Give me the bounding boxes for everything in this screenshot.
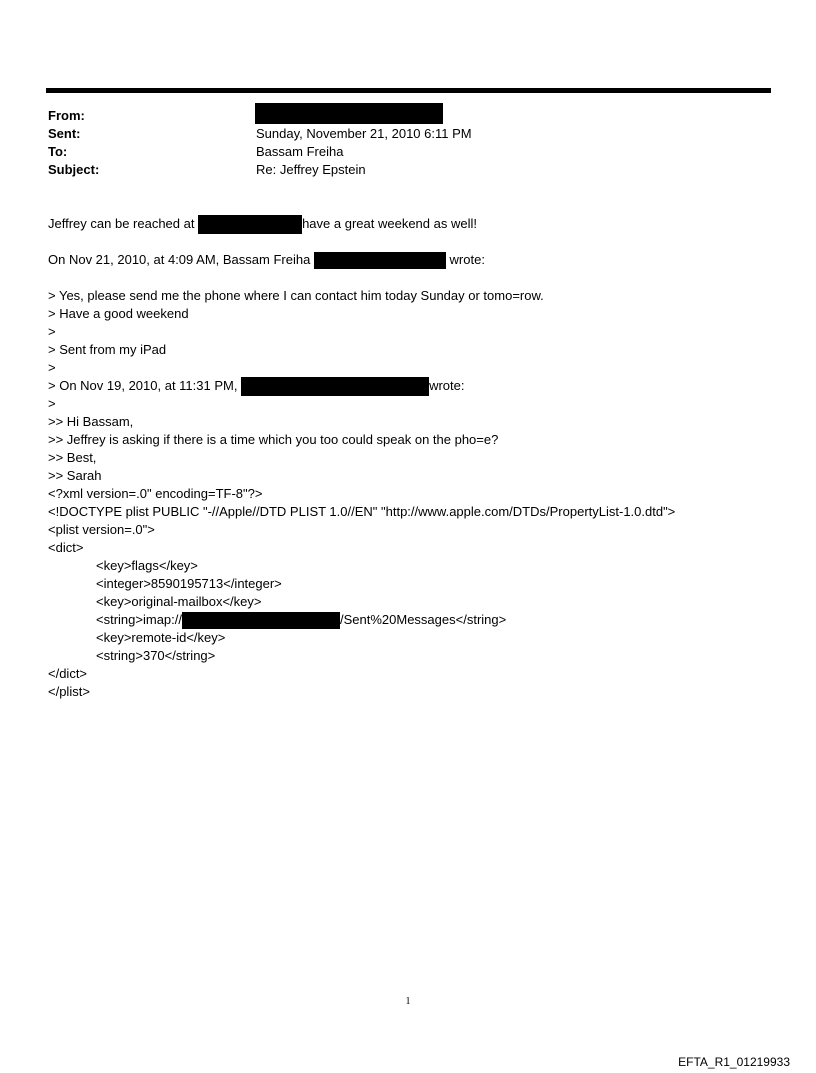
quoted-line: > — [48, 360, 56, 375]
subject-label: Subject: — [48, 162, 100, 177]
sent-value: Sunday, November 21, 2010 6:11 PM — [256, 126, 472, 141]
plist-line: <string>370</string> — [96, 648, 216, 663]
quoted-line: >> Hi Bassam, — [48, 414, 134, 429]
plist-line: <?xml version=.0" encoding=TF-8"?> — [48, 486, 263, 501]
page-number: 1 — [405, 996, 411, 1007]
plist-line: </plist> — [48, 684, 90, 699]
to-value: Bassam Freiha — [256, 144, 344, 159]
redaction-phone — [198, 215, 302, 234]
redaction-sender — [241, 377, 429, 396]
bates-number: EFTA_R1_01219933 — [678, 1055, 790, 1069]
quoted-line: > — [48, 324, 56, 339]
redaction-mailbox — [182, 612, 340, 629]
imap-text-end: /Sent%20Messages</string> — [340, 612, 507, 627]
redaction-from — [255, 103, 443, 124]
reply-line — [48, 215, 477, 234]
plist-imap-line — [96, 611, 506, 629]
plist-line: </dict> — [48, 666, 88, 681]
from-label: From: — [48, 108, 85, 123]
nested-attribution-start: > On Nov 19, 2010, at 11:31 PM, — [48, 378, 238, 393]
subject-value: Re: Jeffrey Epstein — [256, 162, 366, 177]
plist-line: <key>original-mailbox</key> — [96, 594, 262, 609]
quote-attribution-start: On Nov 21, 2010, at 4:09 AM, Bassam Freiha — [48, 252, 314, 267]
quoted-line: > — [48, 396, 56, 411]
plist-line: <dict> — [48, 540, 84, 555]
reply-text-end: have a great weekend as well! — [302, 216, 477, 231]
nested-attribution-end: wrote: — [429, 378, 465, 393]
quoted-line: > Have a good weekend — [48, 306, 189, 321]
plist-line: <plist version=.0"> — [48, 522, 155, 537]
reply-text-start: Jeffrey can be reached at — [48, 216, 199, 231]
plist-line: <integer>8590195713</integer> — [96, 576, 282, 591]
quoted-line: >> Jeffrey is asking if there is a time which you too could speak on the pho=e? — [48, 432, 499, 447]
nested-attribution-line — [48, 377, 465, 396]
plist-line: <!DOCTYPE plist PUBLIC "-//Apple//DTD PLIST 1.0//EN" "http://www.apple.com/DTDs/PropertyList-1.0.dtd"> — [48, 504, 676, 519]
quoted-line: > Sent from my iPad — [48, 342, 167, 357]
quoted-line: > Yes, please send me the phone where I can contact him today Sunday or tomo=row. — [48, 288, 544, 303]
sent-label: Sent: — [48, 126, 81, 141]
quoted-line: >> Best, — [48, 450, 97, 465]
plist-line: <key>flags</key> — [96, 558, 198, 573]
imap-text-start: <string>imap:// — [96, 612, 182, 627]
header-rule — [46, 88, 771, 93]
redaction-email — [314, 252, 446, 269]
to-label: To: — [48, 144, 68, 159]
quote-attribution-end: wrote: — [445, 252, 485, 267]
quote-attribution-line — [48, 251, 485, 269]
quoted-line: >> Sarah — [48, 468, 102, 483]
plist-line: <key>remote-id</key> — [96, 630, 226, 645]
